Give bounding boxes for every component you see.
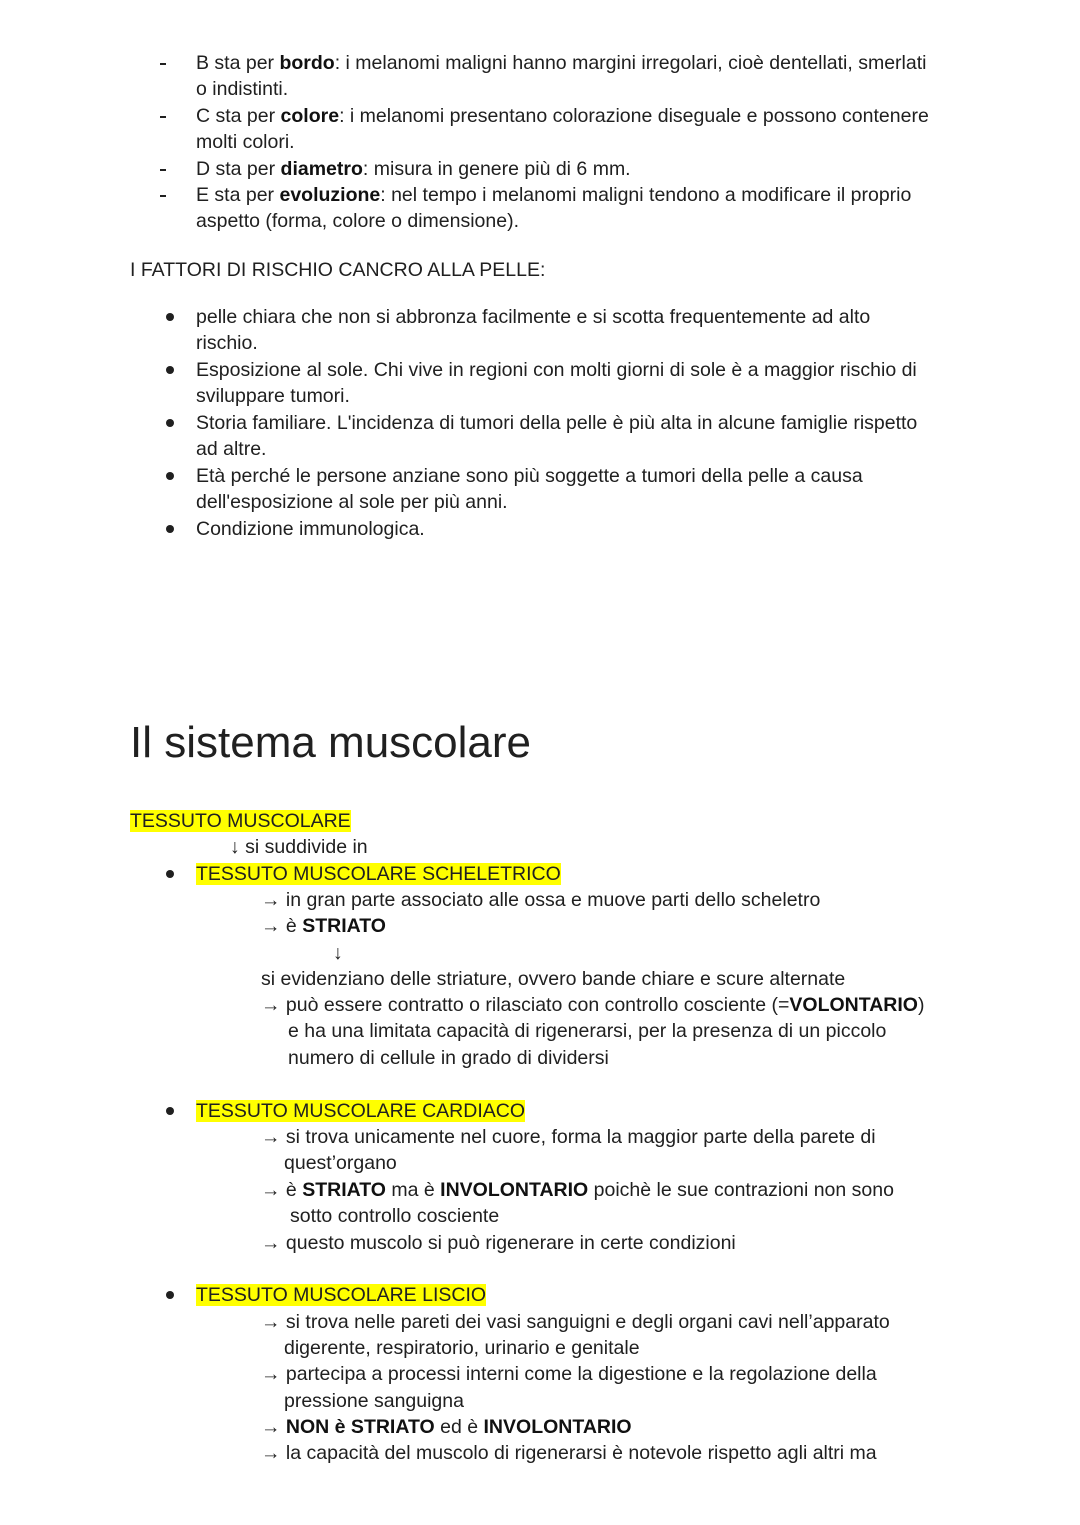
smooth-title bbox=[196, 1282, 486, 1308]
text: : i melanomi maligni hanno margini irregolari, cioè dentellati, smerlati bbox=[334, 52, 927, 74]
skeletal-line bbox=[261, 992, 924, 1018]
skeletal-line: e ha una limitata capacità di rigenerarsi, per la presenza di un piccolo bbox=[288, 1020, 887, 1042]
keyword: VOLONTARIO bbox=[789, 994, 918, 1016]
list-item-bordo-cont: o indistinti. bbox=[196, 78, 289, 100]
cardiac-line bbox=[261, 1177, 894, 1203]
keyword: STRIATO bbox=[302, 1179, 386, 1201]
text: → può essere contratto o rilasciato con controllo cosciente (= bbox=[261, 994, 790, 1016]
text: D sta per bbox=[196, 158, 281, 180]
list-item-diametro bbox=[196, 156, 631, 182]
text: ma è bbox=[385, 1179, 441, 1201]
text: : i melanomi presentano colorazione diseguale e possono contenere bbox=[339, 105, 929, 127]
smooth-line: → si trova nelle pareti dei vasi sanguigni e degli organi cavi nell’apparato bbox=[261, 1311, 890, 1333]
list-item-bordo bbox=[196, 50, 926, 76]
list-item-colore-cont: molti colori. bbox=[196, 131, 295, 153]
skeletal-line: si evidenziano delle striature, ovvero bande chiare e scure alternate bbox=[261, 968, 846, 990]
text: poichè le sue contrazioni non sono bbox=[588, 1179, 894, 1201]
skeletal-title bbox=[196, 861, 561, 887]
bullet-dot bbox=[166, 1107, 174, 1115]
cardiac-title bbox=[196, 1098, 525, 1124]
skeletal-line bbox=[261, 913, 386, 939]
text: C sta per bbox=[196, 105, 281, 127]
highlighted-text: TESSUTO MUSCOLARE bbox=[130, 810, 351, 832]
bullet-dot bbox=[166, 366, 174, 374]
list-item-evoluzione-cont: aspetto (forma, colore o dimensione). bbox=[196, 210, 519, 232]
list-item-colore bbox=[196, 103, 929, 129]
cardiac-line: → questo muscolo si può rigenerare in certe condizioni bbox=[261, 1232, 736, 1254]
cardiac-line: → si trova unicamente nel cuore, forma la maggior parte della parete di bbox=[261, 1126, 876, 1148]
dash-bullet bbox=[160, 169, 166, 171]
text: : misura in genere più di 6 mm. bbox=[362, 158, 631, 180]
keyword: INVOLONTARIO bbox=[483, 1416, 632, 1438]
text: B sta per bbox=[196, 52, 280, 74]
bullet-dot bbox=[166, 870, 174, 878]
keyword: bordo bbox=[279, 52, 335, 74]
bullet-dot bbox=[166, 1291, 174, 1299]
text: : nel tempo i melanomi maligni tendono a modificare il proprio bbox=[380, 184, 912, 206]
cardiac-line: sotto controllo cosciente bbox=[290, 1205, 500, 1227]
keyword: INVOLONTARIO bbox=[440, 1179, 589, 1201]
risk-item: Storia familiare. L'incidenza di tumori della pelle è più alta in alcune famiglie rispetto bbox=[196, 412, 918, 434]
keyword: STRIATO bbox=[302, 915, 386, 937]
section-title: Il sistema muscolare bbox=[130, 718, 532, 767]
risk-item: Età perché le persone anziane sono più soggette a tumori della pelle a causa bbox=[196, 465, 863, 487]
text: ed è bbox=[434, 1416, 484, 1438]
keyword: evoluzione bbox=[279, 184, 381, 206]
text: → è bbox=[261, 1179, 303, 1201]
risk-item-cont: dell'esposizione al sole per più anni. bbox=[196, 491, 508, 513]
risk-item: Condizione immunologica. bbox=[196, 518, 425, 540]
dash-bullet bbox=[160, 195, 166, 197]
risk-item: Esposizione al sole. Chi vive in regioni con molti giorni di sole è a maggior rischio di bbox=[196, 359, 917, 381]
risk-heading: I FATTORI DI RISCHIO CANCRO ALLA PELLE: bbox=[130, 259, 546, 281]
bullet-dot bbox=[166, 313, 174, 321]
bullet-dot bbox=[166, 419, 174, 427]
highlighted-text: TESSUTO MUSCOLARE SCHELETRICO bbox=[196, 863, 561, 885]
cardiac-line: quest’organo bbox=[284, 1152, 397, 1174]
smooth-line: digerente, respiratorio, urinario e genitale bbox=[284, 1337, 640, 1359]
text: E sta per bbox=[196, 184, 280, 206]
dash-bullet bbox=[160, 63, 166, 65]
tissue-heading bbox=[130, 808, 351, 834]
keyword: NON è STRIATO bbox=[285, 1416, 435, 1438]
down-arrow: ↓ bbox=[333, 942, 343, 964]
risk-item: pelle chiara che non si abbronza facilmente e si scotta frequentemente ad alto bbox=[196, 306, 871, 328]
skeletal-line: → in gran parte associato alle ossa e muove parti dello scheletro bbox=[261, 889, 821, 911]
text: ) bbox=[917, 994, 925, 1016]
subdivide-note: ↓ si suddivide in bbox=[230, 836, 368, 858]
risk-item-cont: ad altre. bbox=[196, 438, 267, 460]
smooth-line: → la capacità del muscolo di rigenerarsi è notevole rispetto agli altri ma bbox=[261, 1442, 877, 1464]
highlighted-text: TESSUTO MUSCOLARE CARDIACO bbox=[196, 1100, 526, 1122]
list-item-evoluzione bbox=[196, 182, 911, 208]
skeletal-line: numero di cellule in grado di dividersi bbox=[288, 1047, 609, 1069]
risk-item-cont: sviluppare tumori. bbox=[196, 385, 350, 407]
bullet-dot bbox=[166, 472, 174, 480]
bullet-dot bbox=[166, 525, 174, 533]
smooth-line: pressione sanguigna bbox=[284, 1390, 464, 1412]
keyword: diametro bbox=[280, 158, 363, 180]
dash-bullet bbox=[160, 116, 166, 118]
smooth-line: → partecipa a processi interni come la digestione e la regolazione della bbox=[261, 1363, 877, 1385]
highlighted-text: TESSUTO MUSCOLARE LISCIO bbox=[196, 1284, 487, 1306]
keyword: colore bbox=[280, 105, 340, 127]
risk-item-cont: rischio. bbox=[196, 332, 258, 354]
smooth-line bbox=[261, 1414, 632, 1440]
text: → è bbox=[261, 915, 303, 937]
text: → bbox=[261, 1416, 286, 1438]
